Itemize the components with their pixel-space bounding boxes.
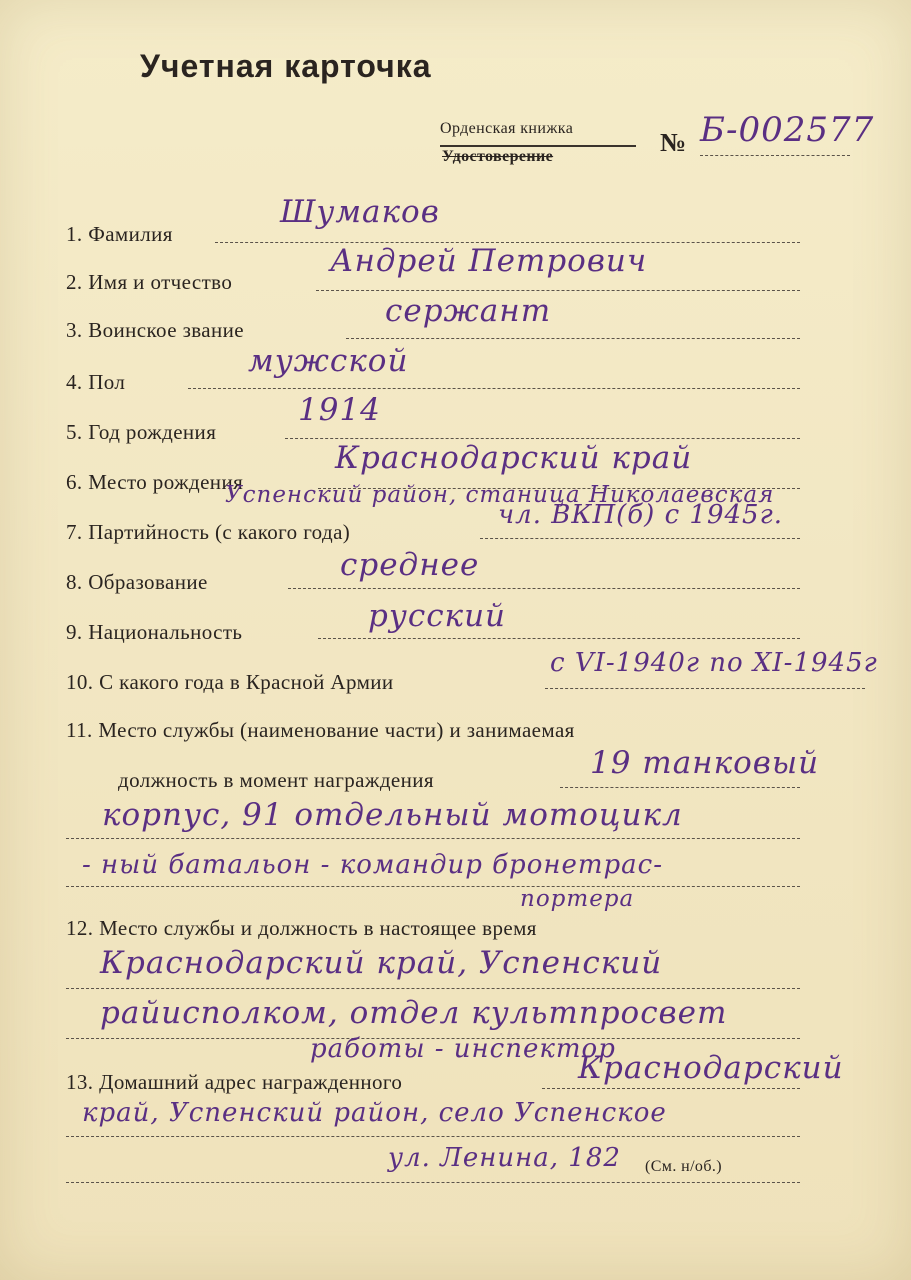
document-type-struck: Удостоверение — [442, 148, 554, 165]
field-line-address-2 — [66, 1136, 800, 1137]
field-value-address-2: край, Успенский район, село Успенское — [82, 1098, 667, 1128]
field-value-address-1: Краснодарский — [578, 1050, 844, 1086]
field-value-sex: мужской — [248, 343, 409, 379]
field-line-education — [288, 588, 800, 589]
field-label-birthplace: 6. Место рождения — [66, 470, 244, 494]
field-value-birth-year: 1914 — [298, 392, 381, 428]
field-line-address-1 — [542, 1088, 800, 1089]
card-title: Учетная карточка — [140, 48, 432, 84]
field-value-party: чл. ВКП(б) с 1945г. — [498, 500, 783, 530]
field-value-service-2: корпус, 91 отдельный мотоцикл — [102, 797, 683, 833]
field-line-name — [316, 290, 800, 291]
field-value-service-4: портера — [520, 886, 635, 912]
field-value-current-3: работы - инспектор — [310, 1034, 616, 1064]
field-label-name: 2. Имя и отчество — [66, 270, 233, 294]
field-line-service-1 — [560, 787, 800, 788]
field-label-home-address: 13. Домашний адрес награжденного — [66, 1070, 403, 1094]
field-label-nationality: 9. Национальность — [66, 620, 243, 644]
field-line-service-3 — [66, 886, 800, 887]
field-value-address-3: ул. Ленина, 182 — [388, 1143, 621, 1173]
field-line-service-2 — [66, 838, 800, 839]
field-line-birth-year — [285, 438, 800, 439]
field-value-service-1: 19 танковый — [590, 745, 820, 781]
field-line-sex — [188, 388, 800, 389]
number-underline — [700, 155, 850, 156]
document-type-divider — [440, 145, 636, 147]
field-value-nationality: русский — [368, 598, 506, 634]
field-label-army-since: 10. С какого года в Красной Армии — [66, 670, 394, 694]
field-value-surname: Шумаков — [280, 194, 440, 230]
field-label-service-at-award: 11. Место службы (наименование части) и занимаемая — [66, 718, 575, 742]
field-value-rank: сержант — [385, 293, 552, 329]
field-label-current-service: 12. Место службы и должность в настоящее время — [66, 916, 537, 940]
field-label-surname: 1. Фамилия — [66, 222, 173, 246]
field-value-army-since: с VI-1940г по XI-1945г — [550, 648, 878, 678]
field-label-service-at-award-line2: должность в момент награждения — [118, 768, 434, 792]
field-value-service-3: - ный батальон - командир бронетрас- — [82, 850, 664, 880]
field-line-nationality — [318, 638, 800, 639]
field-line-address-3 — [66, 1182, 800, 1183]
field-label-birth-year: 5. Год рождения — [66, 420, 217, 444]
field-label-education: 8. Образование — [66, 570, 208, 594]
document-number: Б-002577 — [700, 110, 875, 150]
number-sign: № — [660, 128, 687, 157]
field-label-party: 7. Партийность (с какого года) — [66, 520, 351, 544]
field-value-birthplace: Краснодарский край — [335, 440, 693, 476]
field-label-rank: 3. Воинское звание — [66, 318, 245, 342]
field-line-army-since — [545, 688, 865, 689]
field-line-rank — [346, 338, 800, 339]
field-label-sex: 4. Пол — [66, 370, 126, 394]
field-value-birthplace-line2: Успенский район, станица Николаевская — [225, 482, 775, 508]
field-value-current-2: райисполком, отдел культпросвет — [100, 995, 728, 1031]
field-line-party — [480, 538, 800, 539]
see-reverse-note: (См. н/об.) — [645, 1158, 723, 1175]
field-value-name: Андрей Петрович — [330, 243, 648, 279]
field-line-current-1 — [66, 988, 800, 989]
field-value-education: среднее — [340, 547, 480, 583]
field-value-current-1: Краснодарский край, Успенский — [100, 945, 663, 981]
document-type-active: Орденская книжка — [440, 120, 574, 137]
